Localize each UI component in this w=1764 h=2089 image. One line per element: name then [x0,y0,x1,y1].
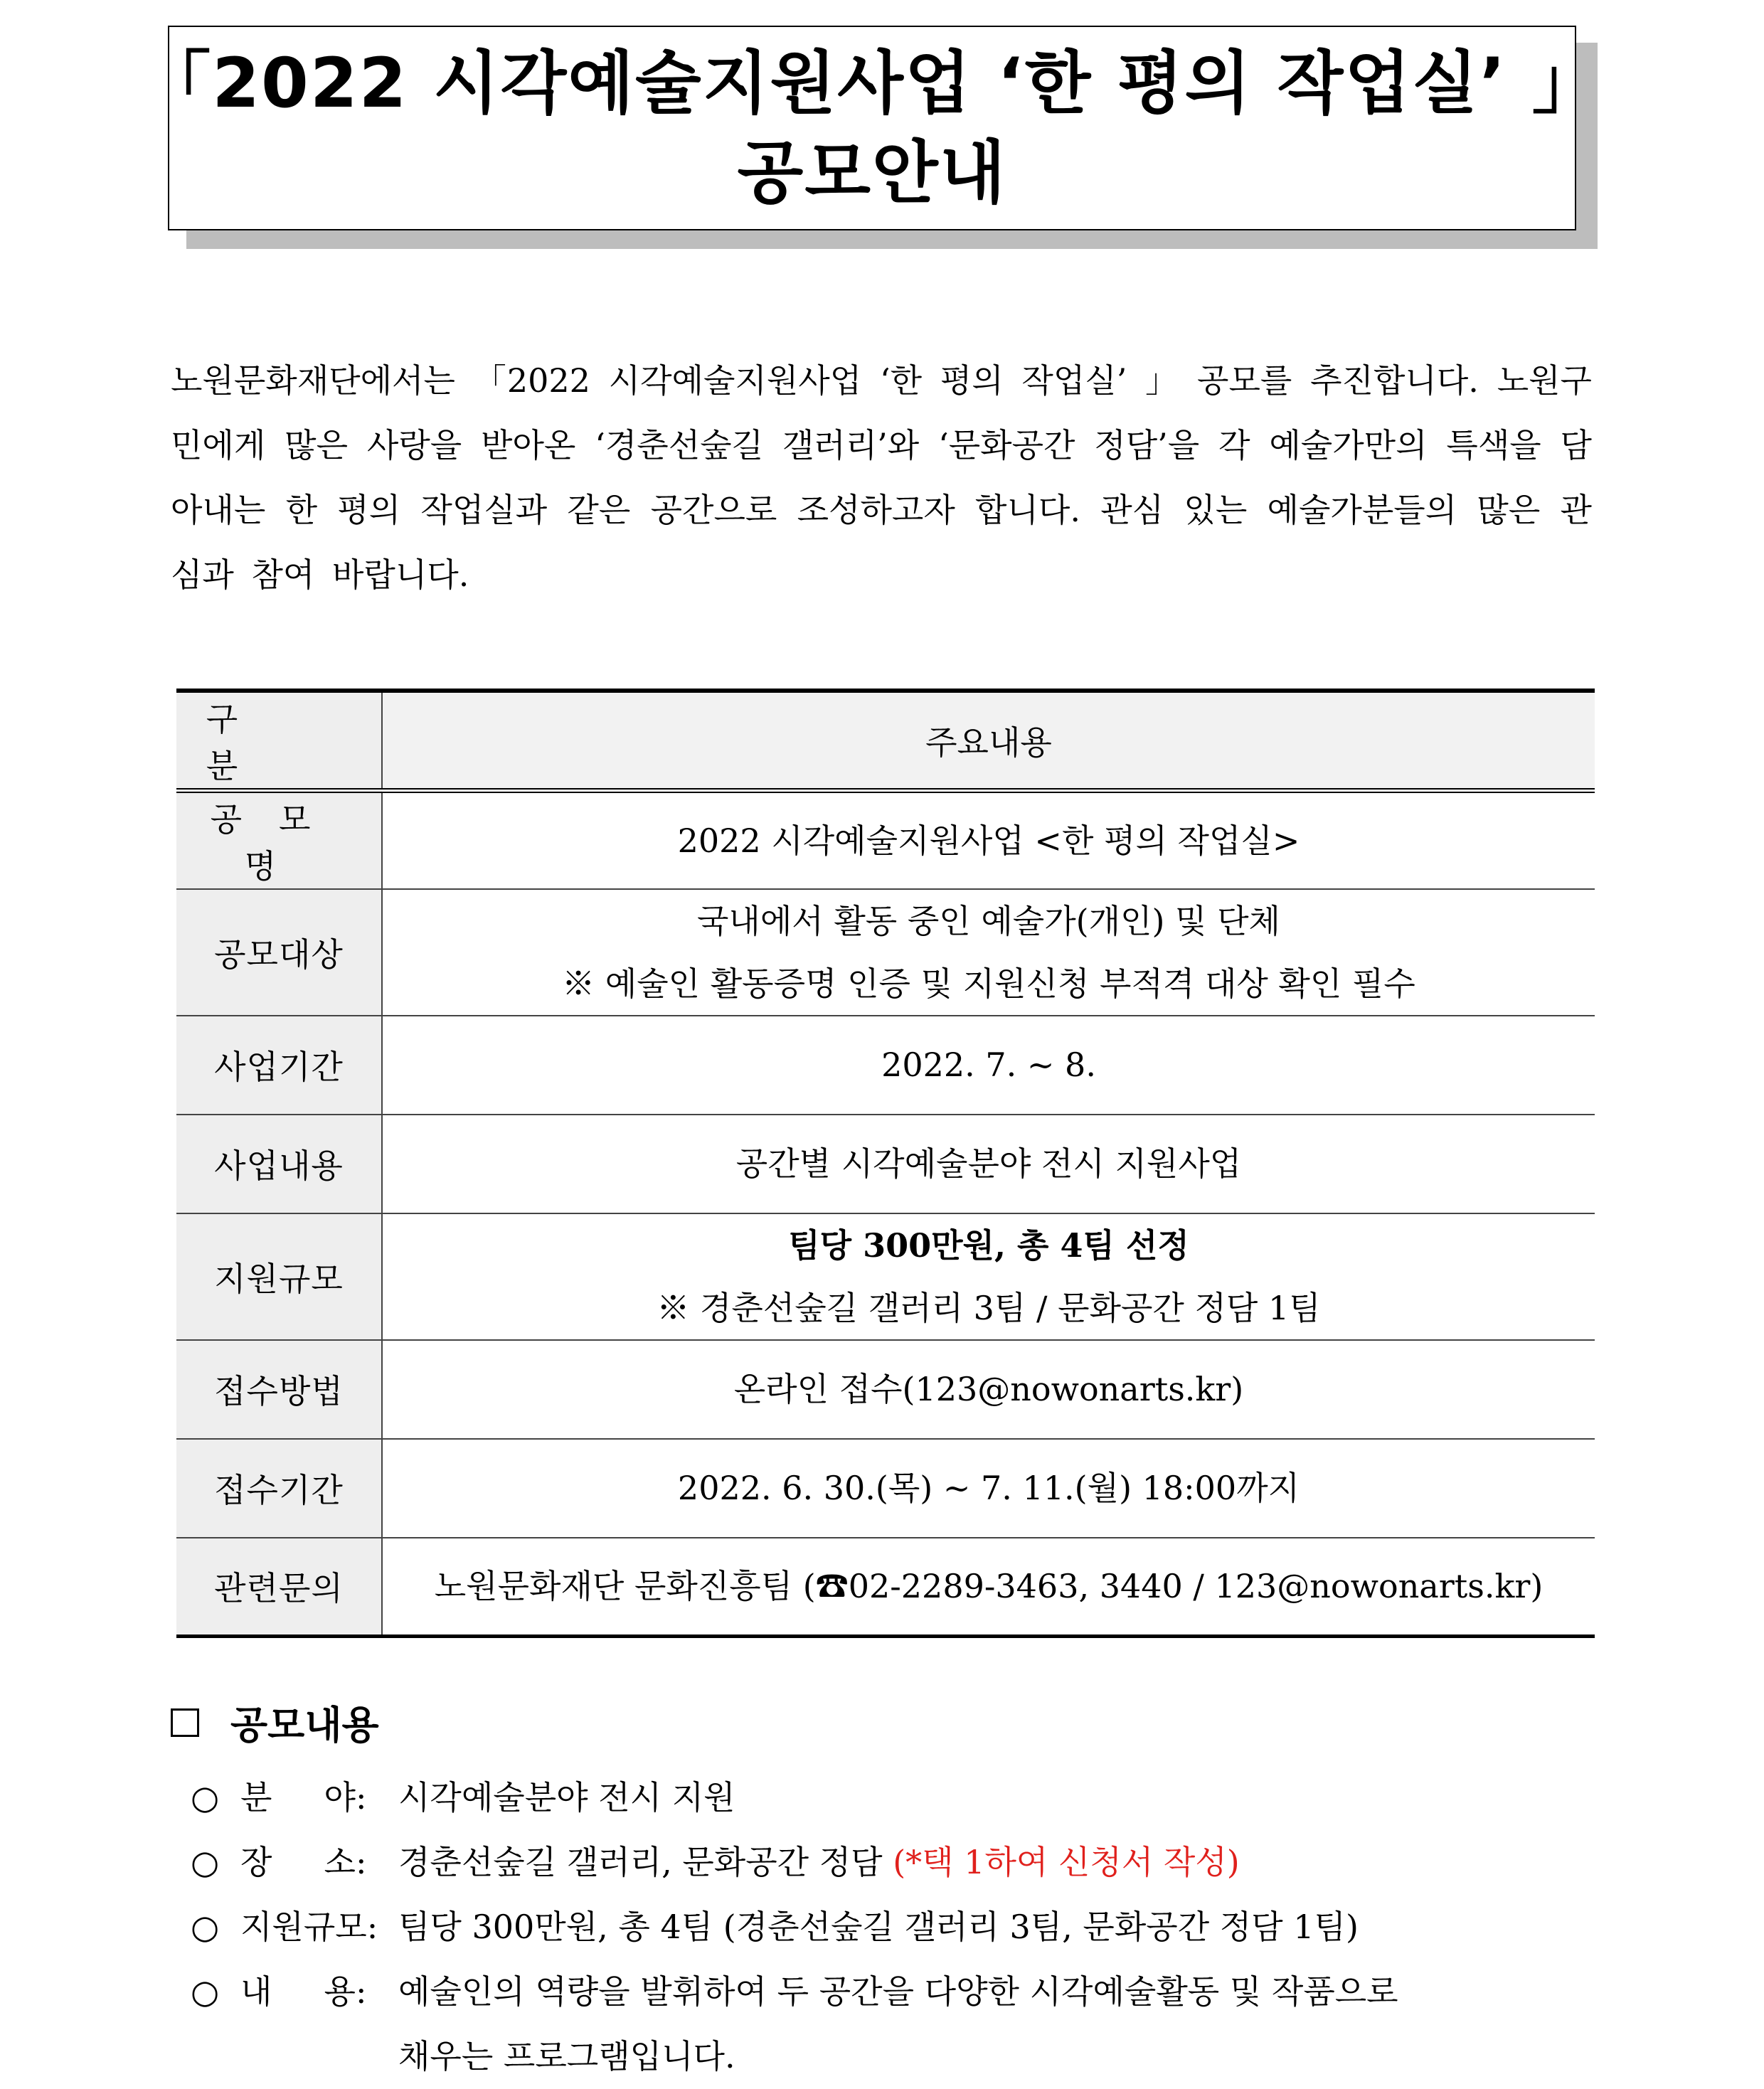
row-label: 공모대상 [176,889,382,1016]
table-row [176,1538,1595,1637]
row-value: 공간별 시각예술분야 전시 지원사업 [382,1115,1595,1213]
item-value: 시각예술분야 전시 지원 [398,1778,735,1817]
item-label: 지원규모: [240,1908,378,1946]
circle-bullet-icon: ○ [191,1778,220,1817]
row-value: 노원문화재단 문화진흥팀 (☎02-2289-3463, 3440 / 123@nowonarts.kr) [382,1538,1595,1637]
item-label: 분 야: [240,1778,367,1817]
row-label: 관련문의 [176,1538,382,1637]
table-row [176,1213,1595,1340]
section-items [191,1765,1599,2089]
table-header-row [176,691,1595,791]
item-continuation: 채우는 프로그램입니다. [398,2037,735,2075]
title-line-1: 「2022 시각예술지원사업 ‘한 평의 작업실’ 」 [142,43,1602,123]
item-value: 팀당 300만원, 총 4팀 (경춘선숲길 갤러리 3팀, 문화공간 정담 1팀) [398,1908,1359,1946]
table-row [176,1115,1595,1213]
item-value: 경춘선숲길 갤러리, 문화공간 정담 [398,1843,883,1881]
item-note: (*택 1하여 신청서 작성) [893,1843,1240,1881]
row-label: 사업내용 [176,1115,382,1213]
intro-paragraph: 노원문화재단에서는 「2022 시각예술지원사업 ‘한 평의 작업실’ 」 공모를 추진합니다. 노원구민에게 많은 사랑을 받아온 ‘경춘선숲길 갤러리’와 ‘문화공간 정담’을 각 예술가만의 특색을 담아내는 한 평의 작업실과 같은 공간으로 조성하고자 합니다. 관심 있는 예술가분들의 많은 관심과 참여 바랍니다. [171,361,1592,594]
row-value: 국내에서 활동 중인 예술가(개인) 및 단체 [697,901,1280,940]
row-label: 공모명 [210,799,348,886]
table-row [176,889,1595,1016]
row-note: ※ 경춘선숲길 갤러리 3팀 / 문화공간 정담 1팀 [657,1288,1321,1327]
header-category: 구분 [176,691,382,791]
summary-table [176,689,1595,1638]
table-row [176,791,1595,889]
circle-bullet-icon: ○ [191,1843,220,1881]
row-value: 2022. 6. 30.(목) ~ 7. 11.(월) 18:00까지 [382,1439,1595,1538]
row-label: 지원규모 [176,1213,382,1340]
list-item [191,1765,1599,1830]
header-content: 주요내용 [382,691,1595,791]
list-item [191,1830,1599,1895]
item-label: 내 용: [240,1972,367,2011]
row-note: ※ 예술인 활동증명 인증 및 지원신청 부적격 대상 확인 필수 [562,964,1415,1003]
row-label: 접수기간 [176,1439,382,1538]
list-item [191,1960,1599,2024]
table-row [176,1016,1595,1115]
row-value: 온라인 접수(123@nowonarts.kr) [382,1340,1595,1439]
row-label: 접수방법 [176,1340,382,1439]
item-label: 장 소: [240,1843,367,1881]
row-label: 사업기간 [176,1016,382,1115]
item-value: 예술인의 역량을 발휘하여 두 공간을 다양한 시각예술활동 및 작품으로 [398,1972,1398,2011]
title-line-2: 공모안내 [737,133,1007,213]
list-item [191,1895,1599,1960]
circle-bullet-icon: ○ [191,1908,220,1946]
checkbox-icon [171,1708,199,1737]
circle-bullet-icon: ○ [191,1972,220,2011]
table-row [176,1340,1595,1439]
row-value: 2022. 7. ~ 8. [382,1016,1595,1115]
title-box [142,26,1602,230]
row-value: 2022 시각예술지원사업 <한 평의 작업실> [382,791,1595,889]
row-value: 팀당 300만원, 총 4팀 선정 [788,1226,1189,1265]
table-row [176,1439,1595,1538]
section-heading: 공모내용 [171,1695,379,1750]
